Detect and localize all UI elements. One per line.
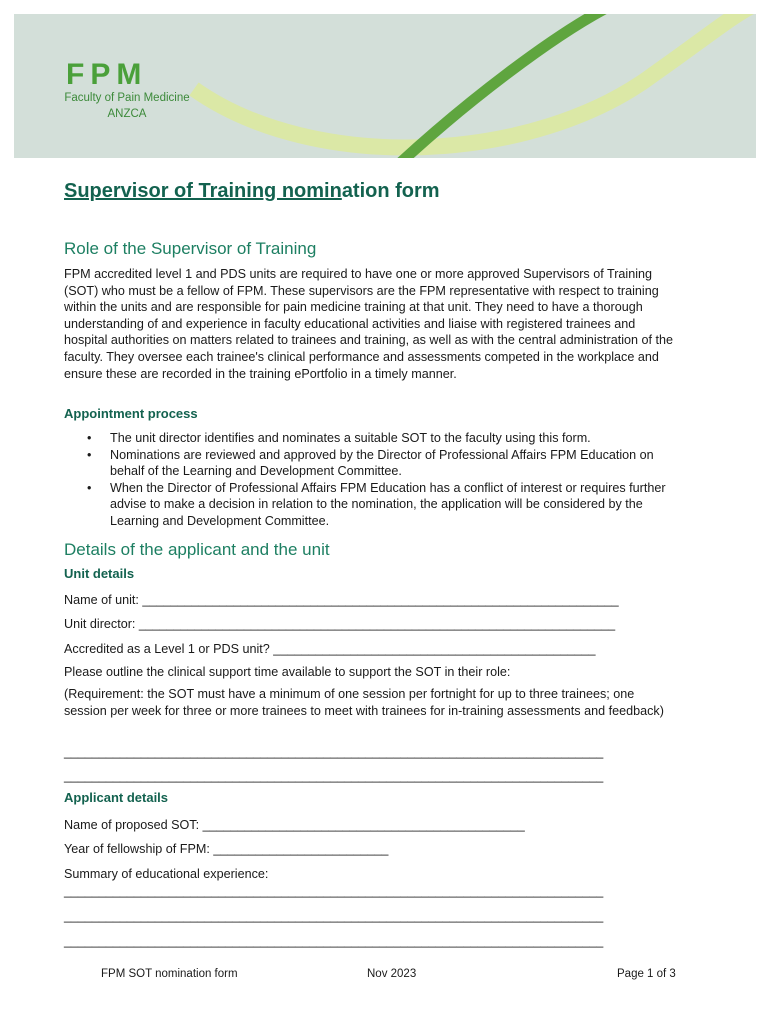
educational-experience-prompt: Summary of educational experience: — [64, 867, 269, 881]
fpm-logo: FPM — [66, 58, 148, 91]
list-item — [64, 447, 676, 480]
details-heading: Details of the applicant and the unit — [64, 540, 330, 559]
faculty-name-line2: ANZCA — [107, 108, 147, 120]
list-item — [64, 480, 676, 530]
footer-form-name: FPM SOT nomination form — [101, 968, 238, 980]
header-banner — [14, 14, 756, 158]
bullet-icon: • — [87, 431, 92, 445]
educational-experience-line-1[interactable]: _____________________________________________________________________________ — [64, 884, 604, 898]
page-title-rest: ation form — [341, 180, 440, 202]
educational-experience-line-3[interactable]: _____________________________________________________________________________ — [64, 934, 604, 948]
appointment-list — [64, 430, 676, 530]
support-time-field-line-2[interactable]: _____________________________________________________________________________ — [64, 769, 604, 783]
name-of-unit-field[interactable]: Name of unit: ____________________________________________________________________ — [64, 593, 619, 607]
faculty-name-line1: Faculty of Pain Medicine — [64, 92, 190, 104]
role-heading: Role of the Supervisor of Training — [64, 239, 317, 258]
fellowship-year-field[interactable]: Year of fellowship of FPM: _________________________ — [64, 842, 389, 856]
list-item-text: Nominations are reviewed and approved by the Director of Professional Affairs FPM Education on behalf of the Learning and Development Committee. — [110, 447, 654, 479]
unit-details-heading: Unit details — [64, 566, 135, 581]
role-description: FPM accredited level 1 and PDS units are required to have one or more approved Supervisors of Training (SOT) who must be a fellow of FPM. These supervisors are the FPM representative with respect to training within the units and are responsible for pain medicine training at that unit. They need to have a thorough understanding of and experience in faculty educational activities and liaise with registered trainees and hospital authorities on matters related to trainees and training, as well as with the central administration of the faculty. They oversee each trainee's clinical performance and assessments competed in the workplace and ensure these are recorded in the training ePortfolio in a timely manner. — [64, 267, 674, 381]
proposed-sot-field[interactable]: Name of proposed SOT: ______________________________________________ — [64, 818, 525, 832]
educational-experience-line-2[interactable]: _____________________________________________________________________________ — [64, 909, 604, 923]
light-wave — [194, 14, 756, 147]
footer-page-number: Page 1 of 3 — [617, 968, 676, 980]
appointment-heading: Appointment process — [64, 406, 198, 421]
support-time-field-line-1[interactable]: _____________________________________________________________________________ — [64, 745, 604, 759]
list-item — [64, 430, 676, 447]
applicant-details-heading: Applicant details — [64, 790, 169, 805]
list-item-text: When the Director of Professional Affairs FPM Education has a conflict of interest or requires further advise to make a decision in relation to the nomination, the application will be considered by the Learning and Development Committee. — [110, 480, 666, 528]
support-time-prompt: Please outline the clinical support time available to support the SOT in their role: — [64, 665, 511, 679]
bullet-icon: • — [87, 480, 92, 495]
page-title-underlined: Supervisor of Training nomin — [64, 180, 342, 202]
faculty-name — [41, 90, 213, 122]
page-title — [64, 180, 440, 203]
unit-director-field[interactable]: Unit director: ____________________________________________________________________ — [64, 617, 616, 631]
accredited-unit-field[interactable]: Accredited as a Level 1 or PDS unit? ______________________________________________ — [64, 642, 596, 656]
list-item-text: The unit director identifies and nominates a suitable SOT to the faculty using this form. — [110, 431, 591, 445]
footer-date: Nov 2023 — [367, 968, 417, 980]
bullet-icon: • — [87, 447, 92, 462]
requirement-note: (Requirement: the SOT must have a minimum of one session per fortnight for up to three trainees; one session per week for three or more trainees to meet with trainees for in-training assessments and feedback) — [64, 687, 664, 718]
